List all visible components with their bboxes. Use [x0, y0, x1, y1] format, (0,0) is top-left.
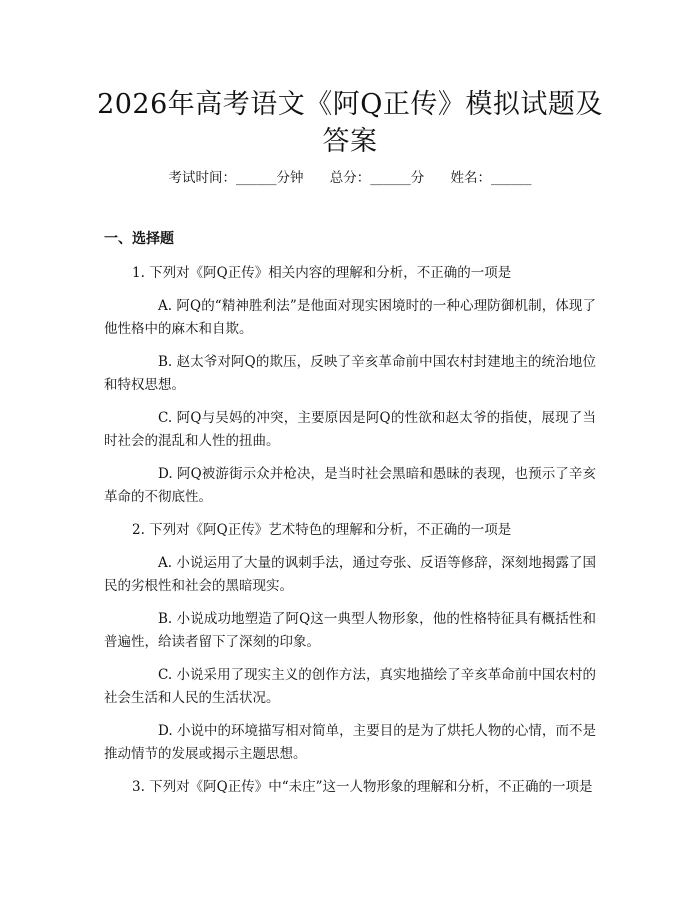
total-score-field: 总分：______分: [329, 170, 425, 186]
question-2-option-a: A. 小说运用了大量的讽刺手法，通过夸张、反语等修辞，深刻地揭露了国民的劣根性和社会的黑暗现实。: [104, 555, 596, 594]
question-1-option-d: D. 阿Q被游街示众并枪决，是当时社会黑暗和愚昧的表现，也预示了辛亥革命的不彻底性。: [104, 466, 596, 505]
question-1-option-c: C. 阿Q与吴妈的冲突，主要原因是阿Q的性欲和赵太爷的指使，展现了当时社会的混乱和人性的扭曲。: [104, 410, 596, 449]
question-2-stem: 2. 下列对《阿Q正传》艺术特色的理解和分析，不正确的一项是: [132, 522, 512, 538]
student-name-field: 姓名：______: [450, 170, 532, 186]
question-2-option-d: D. 小说中的环境描写相对简单，主要目的是为了烘托人物的心情，而不是推动情节的发展或揭示主题思想。: [104, 723, 596, 762]
question-1-option-a: A. 阿Q的“精神胜利法”是他面对现实困境时的一种心理防御机制，体现了他性格中的麻木和自欺。: [104, 298, 596, 337]
question-2-option-c: C. 小说采用了现实主义的创作方法，真实地描绘了辛亥革命前中国农村的社会生活和人民的生活状况。: [104, 667, 596, 706]
question-1-option-b: B. 赵太爷对阿Q的欺压，反映了辛亥革命前中国农村封建地主的统治地位和特权思想。: [104, 354, 596, 393]
question-list: [104, 262, 596, 799]
question-3-stem: 3. 下列对《阿Q正传》中“未庄”这一人物形象的理解和分析，不正确的一项是: [132, 779, 593, 795]
question-2-option-b: B. 小说成功地塑造了阿Q这一典型人物形象，他的性格特征具有概括性和普遍性，给读者留下了深刻的印象。: [104, 611, 596, 650]
question-1-stem: 1. 下列对《阿Q正传》相关内容的理解和分析，不正确的一项是: [132, 265, 512, 281]
exam-time-field: 考试时间：______分钟: [168, 170, 304, 186]
section-title: 一、选择题: [104, 231, 174, 247]
document-title: 2026年高考语文《阿Q正传》模拟试题及答案: [97, 89, 603, 157]
exam-info-line: [0, 168, 700, 188]
